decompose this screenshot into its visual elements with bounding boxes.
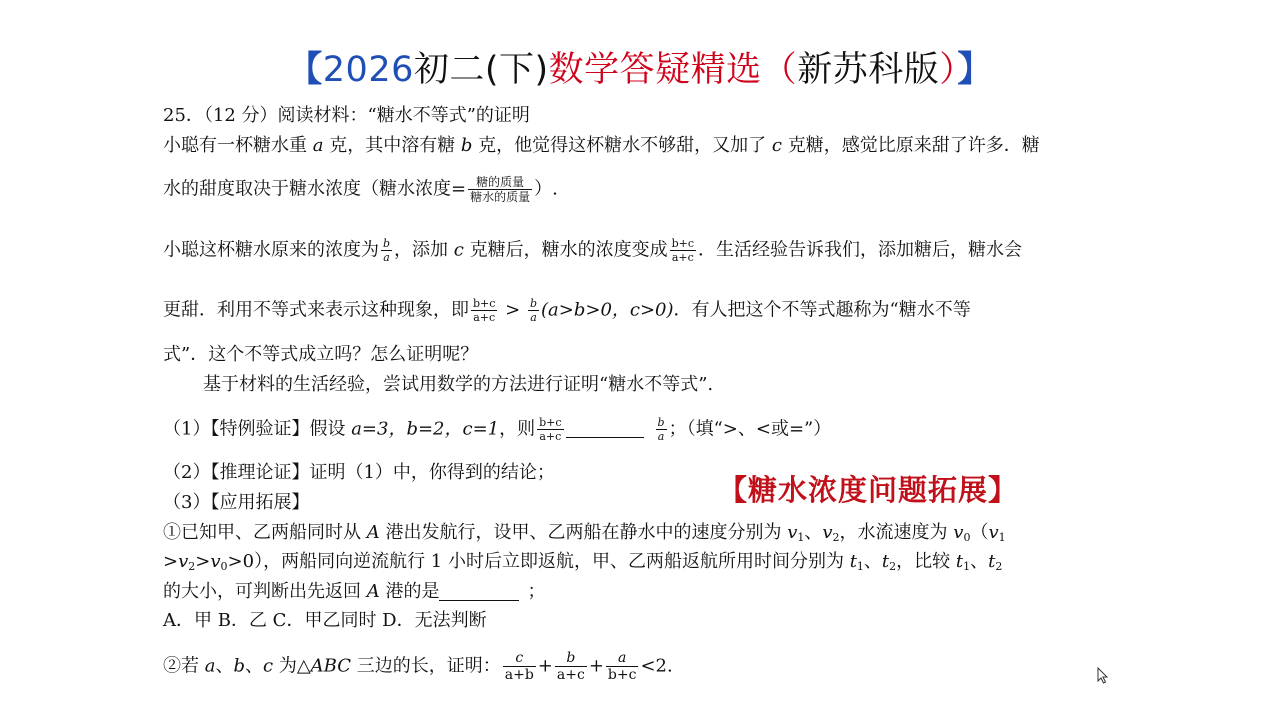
problem-header: 25．（12 分）阅读材料：“糖水不等式”的证明	[163, 105, 530, 126]
var-v: v	[787, 522, 798, 543]
frac-den: a	[657, 430, 665, 443]
text: <2.	[640, 655, 673, 677]
frac-num: b+c	[671, 237, 695, 250]
text: ，水流速度为	[839, 522, 954, 543]
text: ；	[527, 581, 546, 602]
subscript: 2	[889, 560, 897, 573]
answer-blank[interactable]	[439, 584, 519, 601]
text: （1）【特例验证】假设	[163, 418, 352, 440]
subscript: 1	[998, 531, 1006, 544]
text: 克糖，感觉比原来甜了许多．糖	[782, 135, 1040, 156]
fraction-bc-over-ac	[537, 417, 563, 442]
text: 克糖后，糖水的浓度变成	[463, 239, 668, 261]
question-1	[163, 417, 831, 442]
text: 为△	[273, 655, 311, 677]
concentration-fraction	[468, 176, 532, 203]
text: ②若	[163, 655, 205, 677]
text: ．有人把这个不等式趣称为“糖水不等	[673, 299, 971, 321]
problem-line-6: 基于材料的生活经验，尝试用数学的方法进行证明“糖水不等式”.	[203, 374, 714, 395]
condition: (a>b>0，c>0)	[541, 299, 674, 321]
text: 、	[970, 551, 989, 572]
fraction-b-over-a	[381, 238, 392, 263]
var-b: b	[233, 655, 245, 677]
question-3-1-line-3	[163, 580, 545, 604]
var-v: v	[178, 551, 189, 572]
fraction-bc-over-ac	[471, 298, 497, 323]
text: ，添加	[394, 239, 454, 261]
frac-num: b+c	[473, 297, 496, 310]
question-2: （2）【推理论证】证明（1）中，你得到的结论；	[163, 462, 555, 483]
text: 、	[863, 551, 882, 572]
text: 港的是	[379, 581, 440, 602]
frac-den: a+c	[539, 430, 562, 443]
problem-line-1	[163, 134, 1040, 158]
title-close-bracket: 】	[957, 50, 993, 90]
mouse-pointer-icon	[1097, 667, 1109, 685]
subscript: 2	[995, 560, 1003, 573]
text: 克，其中溶有糖	[323, 135, 461, 156]
text: ）.	[534, 178, 558, 200]
var-v: v	[210, 551, 221, 572]
var-a: a	[312, 135, 324, 156]
subscript: 2	[832, 531, 840, 544]
text: ①已知甲、乙两船同时从	[163, 522, 367, 543]
subscript: 2	[188, 560, 196, 573]
plus-sign: +	[588, 655, 604, 677]
fraction-bc-over-ac	[670, 238, 696, 263]
plus-sign: +	[537, 655, 553, 677]
fraction-a-over-bc	[606, 651, 639, 682]
page-title	[0, 42, 1280, 92]
var-c: c	[453, 239, 464, 261]
title-edition: 新苏科版	[797, 50, 940, 90]
frac-num: a	[606, 651, 639, 667]
fraction-b-over-a	[528, 298, 539, 323]
text: ，比较	[896, 551, 956, 572]
var-a: a	[204, 655, 216, 677]
gt-sign: >	[499, 299, 526, 321]
frac-den: 糖水的质量	[470, 190, 531, 204]
text: ；（填“>、<或=”）	[668, 418, 832, 440]
text: 水的甜度取决于糖水浓度（糖水浓度=	[163, 178, 467, 200]
var-v: v	[822, 522, 833, 543]
text: 小聪这杯糖水原来的浓度为	[163, 239, 379, 261]
frac-num: b+c	[539, 416, 562, 429]
text: 更甜．利用不等式来表示这种现象，即	[163, 299, 469, 321]
frac-num: c	[503, 651, 536, 667]
text: ．生活经验告诉我们，添加糖后，糖水会	[698, 239, 1023, 261]
answer-options: A．甲 B．乙 C．甲乙同时 D．无法判断	[163, 610, 487, 631]
text: 小聪有一杯糖水重	[163, 135, 313, 156]
text: >0），两船同向逆流航行 1 小时后立即返航，甲、乙两船返航所用时间分别为	[227, 551, 850, 572]
frac-den: b+c	[607, 667, 637, 683]
title-open-bracket: 【	[287, 50, 323, 90]
title-close-paren: ）	[939, 50, 958, 90]
question-3-1-line-2	[163, 550, 1002, 579]
answer-blank[interactable]	[566, 421, 644, 438]
subscript: 0	[220, 560, 228, 573]
frac-num: 糖的质量	[468, 176, 532, 190]
problem-line-4	[163, 298, 971, 323]
question-3-2	[163, 651, 673, 682]
text: （	[970, 522, 989, 543]
var-b: b	[460, 135, 473, 156]
extension-label: 【糖水浓度问题拓展】	[718, 473, 1019, 507]
fraction-c-over-ab	[503, 651, 536, 682]
fraction-b-over-a	[656, 417, 667, 442]
var-v: v	[988, 522, 999, 543]
var-v: v	[953, 522, 964, 543]
title-grade: 初二(下)	[413, 50, 549, 90]
title-main: 数学答疑精选（	[548, 50, 798, 90]
text: 三边的长，证明：	[351, 655, 501, 677]
frac-num: b	[657, 416, 665, 429]
text: 港出发航行，设甲、乙两船在静水中的速度分别为	[379, 522, 788, 543]
text: 克，他觉得这杯糖水不够甜，又加了	[472, 135, 772, 156]
subscript: 1	[856, 560, 864, 573]
subscript: 1	[797, 531, 805, 544]
frac-den: a+c	[556, 667, 585, 683]
problem-line-3	[163, 238, 1022, 263]
problem-line-2	[163, 176, 558, 203]
subscript: 1	[963, 560, 971, 573]
triangle-name: ABC	[310, 655, 352, 677]
frac-den: a	[383, 251, 390, 264]
frac-den: a+c	[671, 251, 694, 264]
frac-num: b	[529, 297, 537, 310]
text: >	[163, 551, 179, 572]
var-t: t	[849, 551, 857, 572]
text: ，则	[499, 418, 536, 440]
text: 、	[215, 655, 234, 677]
frac-num: b	[555, 651, 587, 667]
var-t: t	[988, 551, 996, 572]
fraction-b-over-ac	[555, 651, 587, 682]
question-3-1-line-1	[163, 521, 1006, 550]
title-year: 2026	[322, 50, 414, 90]
text: 、	[804, 522, 823, 543]
var-c: c	[263, 655, 274, 677]
var-A: A	[366, 522, 380, 543]
text: 的大小，可判断出先返回	[163, 581, 367, 602]
var-c: c	[771, 135, 782, 156]
text: >	[195, 551, 211, 572]
frac-den: a	[530, 311, 537, 324]
var-t: t	[881, 551, 890, 572]
var-A: A	[366, 581, 380, 602]
question-3: （3）【应用拓展】	[163, 492, 310, 513]
subscript: 0	[963, 531, 971, 544]
frac-den: a+b	[504, 667, 534, 683]
values: a=3，b=2，c=1	[351, 418, 500, 440]
frac-den: a+c	[473, 311, 496, 324]
problem-line-5: 式”．这个不等式成立吗？怎么证明呢？	[163, 344, 479, 365]
frac-num: b	[383, 237, 391, 250]
var-t: t	[955, 551, 964, 572]
text: 、	[245, 655, 263, 677]
